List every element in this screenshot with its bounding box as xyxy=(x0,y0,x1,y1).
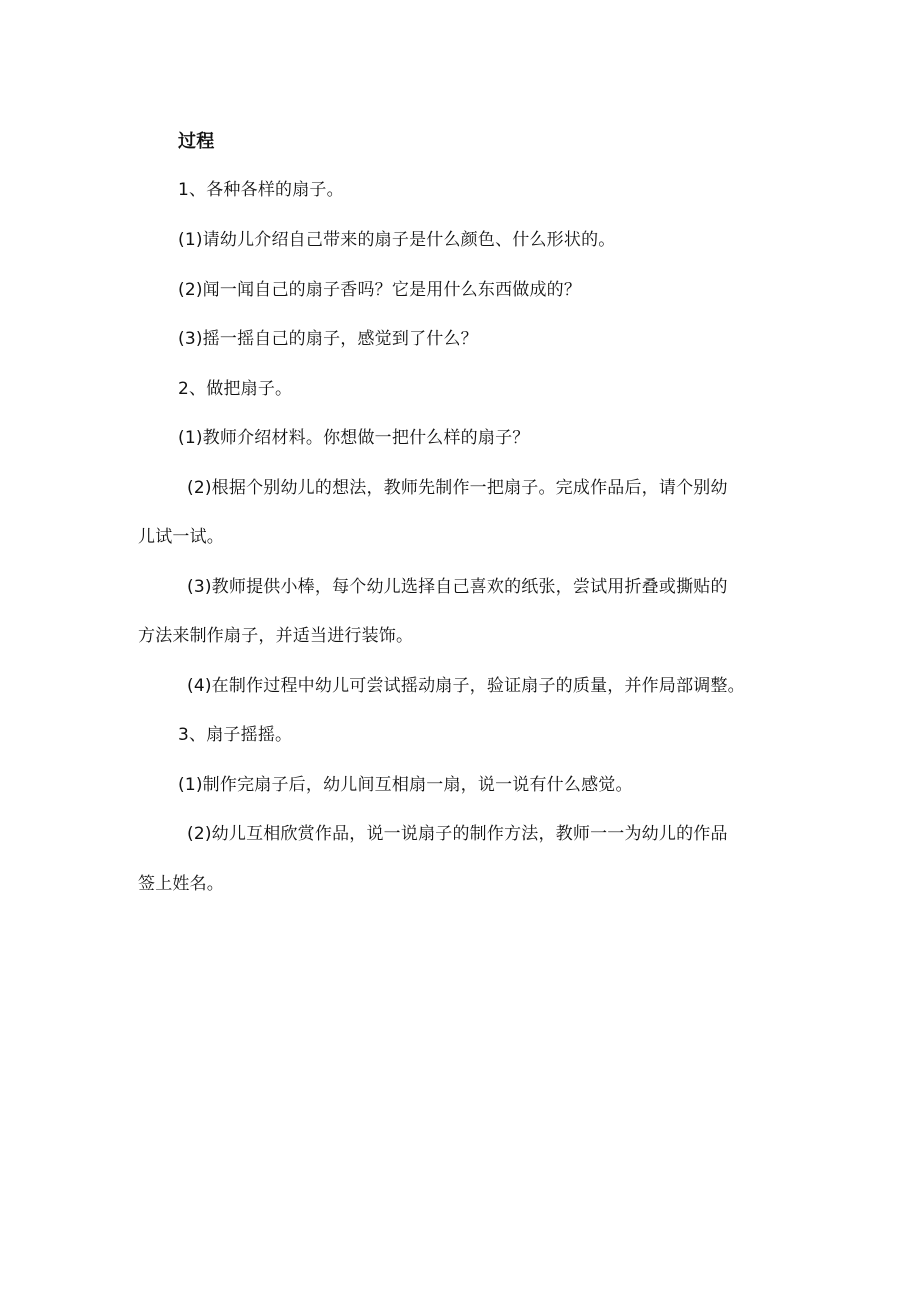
step-1-title: 1、各种各样的扇子。 xyxy=(178,180,344,200)
section-heading: 过程 xyxy=(178,131,215,152)
step-3-title: 3、扇子摇摇。 xyxy=(178,725,293,745)
step-1-item-2: (2)闻一闻自己的扇子香吗？它是用什么东西做成的？ xyxy=(178,280,582,300)
step-3-item-2: (2)幼儿互相欣赏作品，说一说扇子的制作方法，教师一一为幼儿的作品 xyxy=(187,824,728,844)
step-2-item-4: (4)在制作过程中幼儿可尝试摇动扇子，验证扇子的质量，并作局部调整。 xyxy=(187,676,745,696)
step-3-item-2-continued: 签上姓名。 xyxy=(138,874,224,894)
step-2-item-2-continued: 儿试一试。 xyxy=(138,527,224,547)
step-2-item-1: (1)教师介绍材料。你想做一把什么样的扇子？ xyxy=(178,428,530,448)
step-1-item-3: (3)摇一摇自己的扇子，感觉到了什么？ xyxy=(178,329,478,349)
step-2-item-3-continued: 方法来制作扇子，并适当进行装饰。 xyxy=(138,626,414,646)
step-2-item-3: (3)教师提供小棒，每个幼儿选择自己喜欢的纸张，尝试用折叠或撕贴的 xyxy=(187,577,728,597)
step-2-item-2: (2)根据个别幼儿的想法，教师先制作一把扇子。完成作品后，请个别幼 xyxy=(187,478,728,498)
step-1-item-1: (1)请幼儿介绍自己带来的扇子是什么颜色、什么形状的。 xyxy=(178,230,616,250)
step-2-title: 2、做把扇子。 xyxy=(178,379,293,399)
step-3-item-1: (1)制作完扇子后，幼儿间互相扇一扇，说一说有什么感觉。 xyxy=(178,775,633,795)
